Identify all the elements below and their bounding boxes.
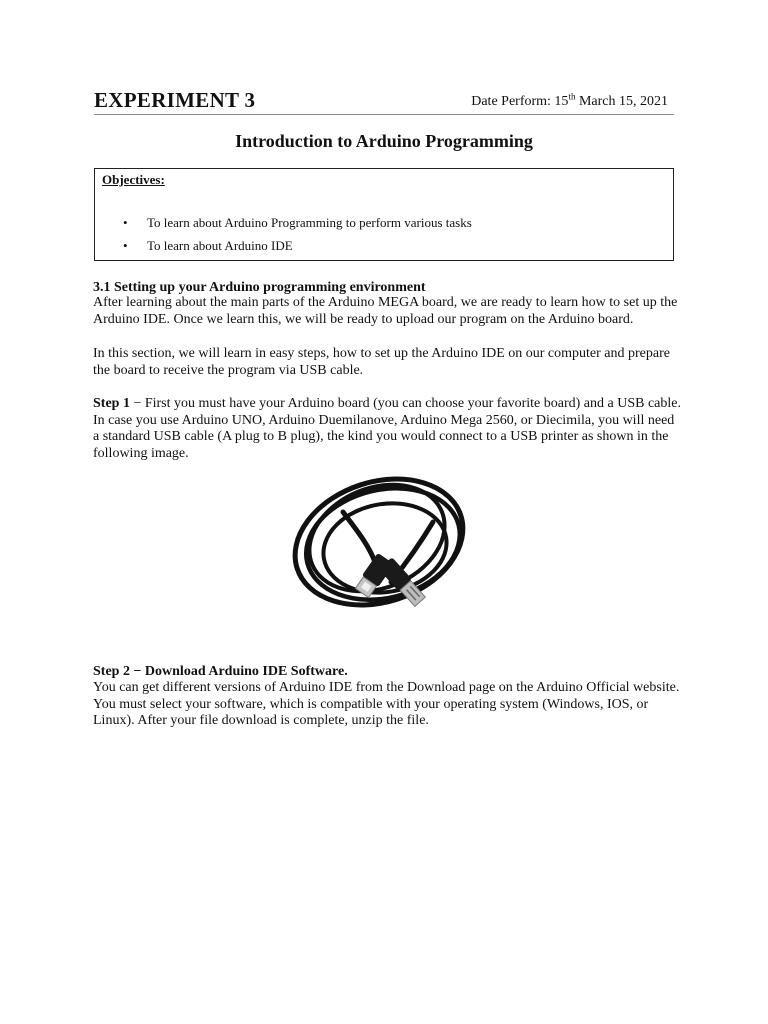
date-suffix: March 15, 2021 xyxy=(575,94,668,109)
objectives-box xyxy=(94,168,674,261)
section-heading: 3.1 Setting up your Arduino programming environment xyxy=(93,280,426,295)
objectives-heading: Objectives: xyxy=(102,172,165,187)
section-paragraph: After learning about the main parts of the Arduino MEGA board, we are ready to learn how to set up the Arduino IDE. Once we learn this, we will be ready to upload our program on the Arduino board. xyxy=(93,295,678,327)
bullet-icon: • xyxy=(123,215,128,230)
objective-item xyxy=(123,238,293,254)
date-performed xyxy=(471,93,668,111)
step1-text: − First you must have your Arduino board (you can choose your favorite board) and a USB cable. In case you use Arduino UNO, Arduino Duemilanove, Arduino Mega 2560, or Diecimila, you will need a standard USB cable (A plug to B plug), the kind you would connect to a USB printer as shown in the following image. xyxy=(93,396,681,461)
section-paragraph: In this section, we will learn in easy steps, how to set up the Arduino IDE on our computer and prepare the board to receive the program via USB cable. xyxy=(93,346,670,378)
document-title: Introduction to Arduino Programming xyxy=(235,131,533,151)
experiment-title: EXPERIMENT 3 xyxy=(94,88,256,112)
objective-text: To learn about Arduino Programming to perform various tasks xyxy=(147,215,472,230)
step1-paragraph xyxy=(93,396,683,462)
step1-label: Step 1 xyxy=(93,396,130,411)
bullet-icon: • xyxy=(123,238,128,253)
objective-text: To learn about Arduino IDE xyxy=(147,238,293,253)
date-prefix: Date Perform: 15 xyxy=(471,94,569,109)
objective-item xyxy=(123,215,472,231)
step2-paragraph: You can get different versions of Arduino IDE from the Download page on the Arduino Official website. You must select your software, which is compatible with your operating system (Windows, IOS, or Linux). After your file download is complete, unzip the file. xyxy=(93,680,680,728)
usb-cable-icon xyxy=(283,462,481,622)
page-header xyxy=(94,88,674,115)
date-superscript: th xyxy=(568,91,576,102)
usb-cable-image xyxy=(283,462,481,622)
step2-heading: Step 2 − Download Arduino IDE Software. xyxy=(93,664,348,679)
